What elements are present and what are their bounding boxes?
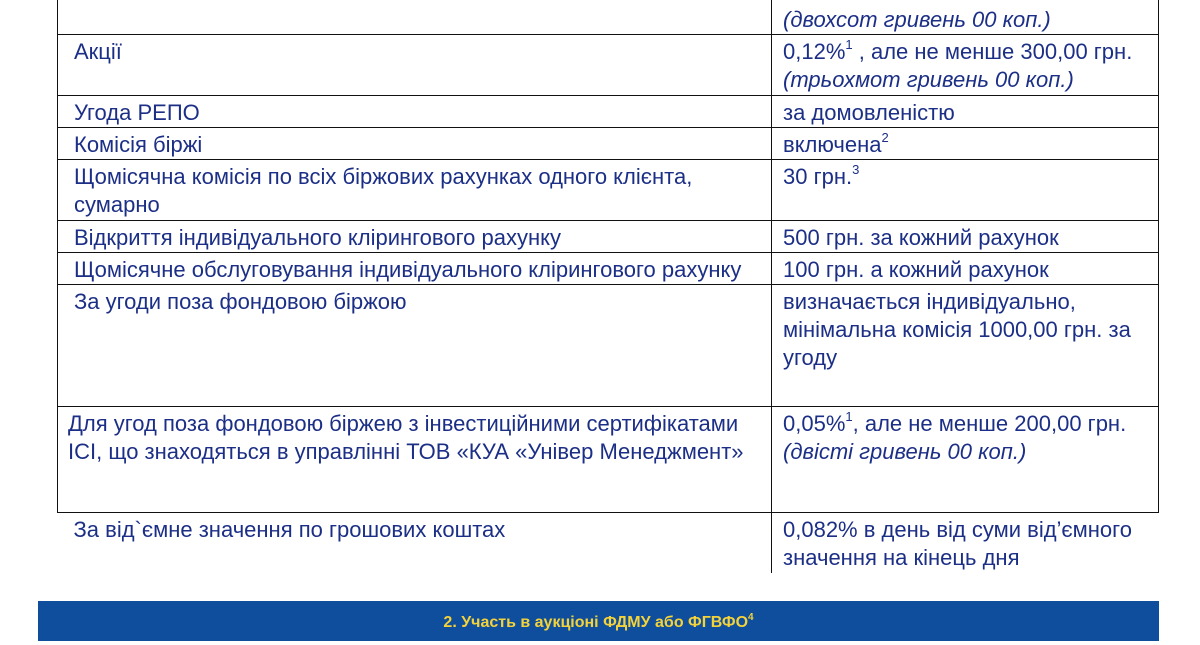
row-label: За угоди поза фондовою біржою: [58, 285, 772, 407]
row-value: [772, 0, 1159, 35]
row-value-tail: , але не менше 200,00 грн.: [852, 411, 1127, 436]
row-value-italic: (двісті гривень 00 коп.): [783, 439, 1027, 464]
row-label: Комісія біржі: [58, 128, 772, 160]
fee-table: [57, 0, 1159, 573]
row-value-text: 0,05%: [783, 411, 846, 436]
row-value: 500 грн. за кожний рахунок: [772, 221, 1159, 253]
table-row: [58, 253, 1159, 285]
table-row: [58, 0, 1159, 35]
row-value: 0,082% в день від суми від’ємного значення на кінець дня: [772, 513, 1159, 573]
row-value: за домовленістю: [772, 96, 1159, 128]
table-row: [58, 128, 1159, 160]
section-title: 2. Участь в аукціоні ФДМУ або ФГВФО: [443, 614, 749, 631]
footnote-ref[interactable]: 3: [852, 161, 860, 177]
table-row: [58, 407, 1159, 513]
row-value: визначається індивідуально, мінімальна комісія 1000,00 грн. за угоду: [772, 285, 1159, 407]
row-value-text: включена: [783, 132, 882, 157]
footnote-ref[interactable]: 1: [845, 36, 853, 52]
table-row: [58, 96, 1159, 128]
row-value-italic: (трьохмот гривень 00 коп.): [783, 67, 1074, 92]
row-value-text: 0,12%: [783, 39, 846, 64]
footnote-ref[interactable]: 4: [748, 611, 754, 623]
row-value: [772, 128, 1159, 160]
table-row: [58, 35, 1159, 96]
row-label: Щомісячна комісія по всіх біржових рахунках одного клієнта, сумарно: [58, 160, 772, 221]
row-label: [58, 0, 772, 35]
row-value: [772, 407, 1159, 513]
table-row: [58, 285, 1159, 407]
row-label: Акції: [58, 35, 772, 96]
row-value: [772, 35, 1159, 96]
footnote-ref[interactable]: 1: [845, 408, 853, 424]
footnote-ref[interactable]: 2: [881, 129, 889, 145]
row-label: Щомісячне обслуговування індивідуального клірингового рахунку: [58, 253, 772, 285]
table-row: [58, 160, 1159, 221]
row-value-tail: , але не менше 300,00 грн.: [852, 39, 1133, 64]
row-value-text: 30 грн.: [783, 164, 853, 189]
row-label: Відкриття індивідуального клірингового рахунку: [58, 221, 772, 253]
row-label: Для угод поза фондовою біржею з інвестиційними сертифікатами ІСІ, що знаходяться в управлінні ТОВ «КУА «Універ Менеджмент»: [58, 407, 772, 513]
row-label: Угода РЕПО: [58, 96, 772, 128]
row-label: За від`ємне значення по грошових коштах: [58, 513, 772, 573]
row-value: [772, 160, 1159, 221]
row-value-italic: (двохсот гривень 00 коп.): [783, 7, 1051, 32]
table-row: [58, 221, 1159, 253]
row-value: 100 грн. а кожний рахунок: [772, 253, 1159, 285]
table-row: [58, 513, 1159, 573]
section-header: [38, 601, 1159, 641]
